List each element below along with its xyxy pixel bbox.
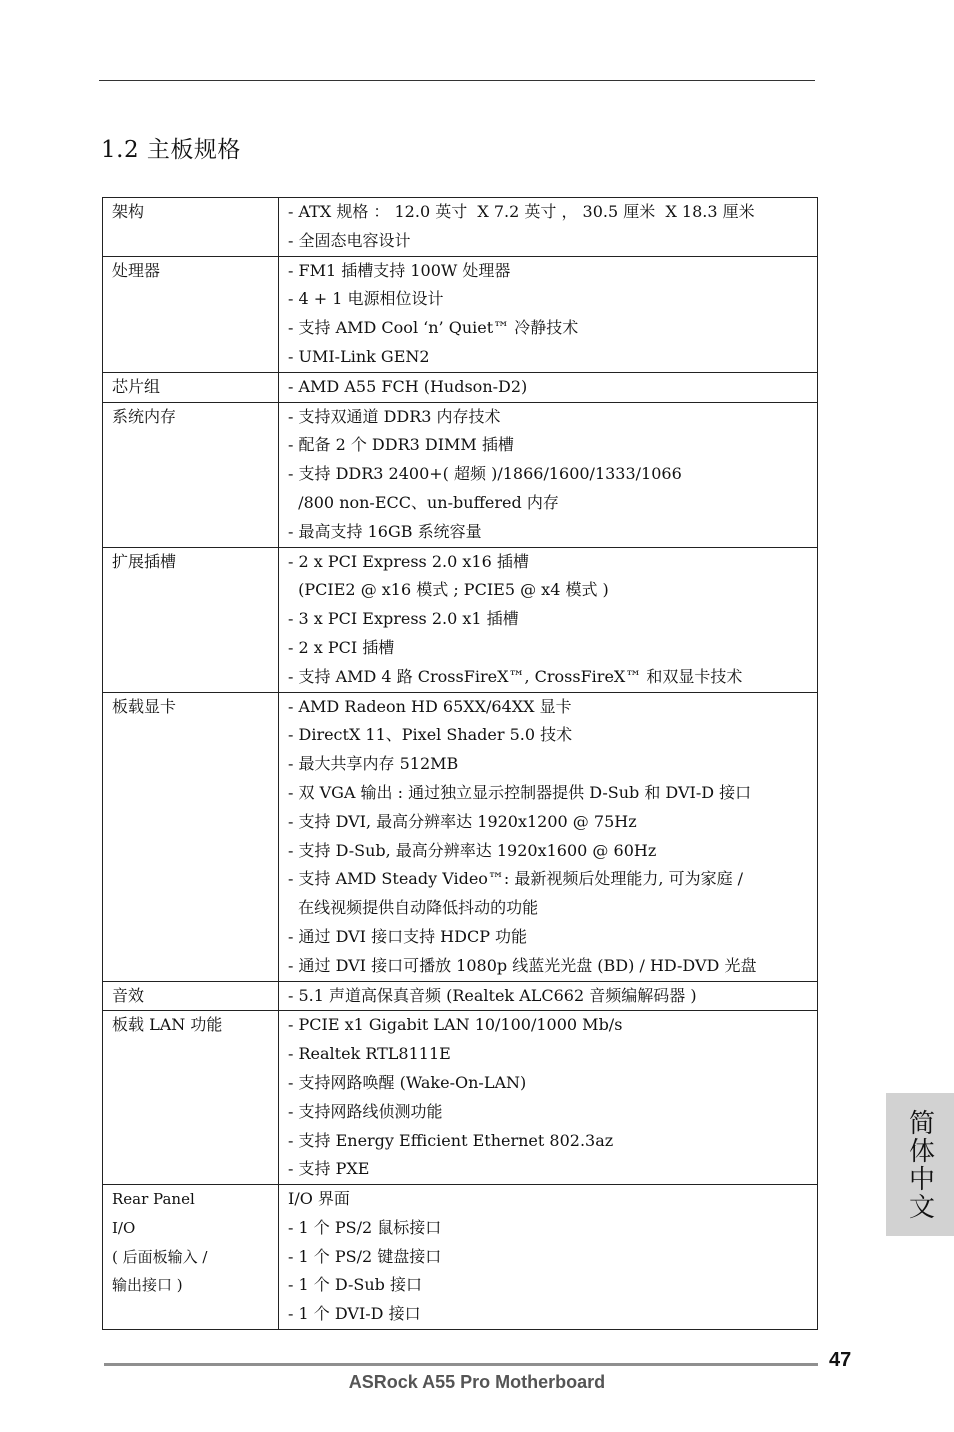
- spec-label-cell: [103, 692, 279, 981]
- section-title: 1.2 主板规格: [101, 137, 241, 163]
- spec-label-cell: [103, 547, 279, 692]
- spec-label: 板载显卡: [112, 696, 177, 716]
- spec-item: - 1 个 D-Sub 接口: [288, 1275, 422, 1295]
- spec-item: - 双 VGA 输出 : 通过独立显示控制器提供 D-Sub 和 DVI-D 接口: [288, 782, 752, 802]
- spec-row: [103, 1185, 818, 1330]
- spec-item: - 支持 AMD 4 路 CrossFireX™, CrossFireX™ 和双显卡技术: [288, 666, 743, 686]
- spec-item: - 全固态电容设计: [288, 230, 411, 250]
- spec-item: I/O 界面: [288, 1189, 350, 1209]
- spec-items-cell: [279, 1185, 818, 1330]
- spec-row: [103, 256, 818, 372]
- spec-items-cell: [279, 256, 818, 372]
- spec-item: (PCIE2 @ x16 模式 ; PCIE5 @ x4 模式 ): [288, 580, 609, 600]
- spec-item: - FM1 插槽支持 100W 处理器: [288, 260, 511, 280]
- spec-item: - 1 个 DVI-D 接口: [288, 1304, 421, 1324]
- spec-items-cell: [279, 981, 818, 1011]
- spec-row: [103, 372, 818, 402]
- spec-item: - 4 + 1 电源相位设计: [288, 289, 444, 309]
- spec-items-cell: [279, 198, 818, 257]
- spec-item: - Realtek RTL8111E: [288, 1044, 451, 1064]
- spec-label-cell: [103, 1185, 279, 1330]
- spec-item: - 支持网路线侦测功能: [288, 1101, 443, 1121]
- spec-label: I/O: [112, 1218, 136, 1237]
- spec-row: [103, 198, 818, 257]
- spec-item: - 支持 Energy Efficient Ethernet 802.3az: [288, 1130, 614, 1150]
- spec-item: - PCIE x1 Gigabit LAN 10/100/1000 Mb/s: [288, 1015, 623, 1035]
- spec-row: [103, 402, 818, 547]
- page-number: 47: [829, 1349, 852, 1371]
- spec-items-cell: [279, 692, 818, 981]
- spec-label-cell: [103, 402, 279, 547]
- spec-label: 芯片组: [112, 376, 161, 396]
- spec-item: - 配备 2 个 DDR3 DIMM 插槽: [288, 435, 514, 455]
- spec-item: - 支持 AMD Cool ‘n’ Quiet™ 冷静技术: [288, 318, 579, 338]
- spec-label: 板载 LAN 功能: [112, 1015, 223, 1035]
- spec-item: - DirectX 11、Pixel Shader 5.0 技术: [288, 725, 573, 745]
- spec-label: 扩展插槽: [112, 551, 177, 571]
- spec-label: 输出接口 ): [112, 1276, 183, 1295]
- spec-table-body: [103, 198, 818, 1330]
- spec-item: - UMI-Link GEN2: [288, 346, 430, 366]
- spec-item: - 1 个 PS/2 键盘接口: [288, 1246, 442, 1266]
- spec-label-cell: [103, 372, 279, 402]
- spec-label-cell: [103, 256, 279, 372]
- spec-items-cell: [279, 547, 818, 692]
- spec-items-cell: [279, 402, 818, 547]
- spec-item: - AMD Radeon HD 65XX/64XX 显卡: [288, 696, 572, 716]
- spec-label-cell: [103, 981, 279, 1011]
- language-tab-label: 简体中文: [904, 1108, 935, 1221]
- spec-item: - 支持 DDR3 2400+( 超频 )/1866/1600/1333/1066: [288, 464, 682, 484]
- spec-item: - AMD A55 FCH (Hudson-D2): [288, 376, 528, 396]
- spec-item: /800 non-ECC、un-buffered 内存: [288, 492, 559, 512]
- spec-label: 系统内存: [112, 406, 177, 426]
- spec-item: - 支持 PXE: [288, 1159, 370, 1179]
- spec-item: - 最大共享内存 512MB: [288, 754, 459, 774]
- spec-item: - 1 个 PS/2 鼠标接口: [288, 1217, 442, 1237]
- spec-row: [103, 981, 818, 1011]
- spec-item: - 通过 DVI 接口可播放 1080p 线蓝光光盘 (BD) / HD-DVD 光盘: [288, 955, 757, 975]
- spec-items-cell: [279, 372, 818, 402]
- spec-item: - 支持 DVI, 最高分辨率达 1920x1200 @ 75Hz: [288, 811, 637, 831]
- spec-item: - 2 x PCI 插槽: [288, 637, 395, 657]
- spec-item: - 支持网路唤醒 (Wake-On-LAN): [288, 1072, 527, 1092]
- spec-label: 音效: [112, 985, 145, 1005]
- top-rule: [99, 80, 815, 81]
- language-tab: [886, 1093, 954, 1236]
- spec-item: - 最高支持 16GB 系统容量: [288, 521, 482, 541]
- spec-item: - 5.1 声道高保真音频 (Realtek ALC662 音频编解码器 ): [288, 985, 697, 1005]
- spec-item: - 2 x PCI Express 2.0 x16 插槽: [288, 551, 529, 571]
- spec-item: - 通过 DVI 接口支持 HDCP 功能: [288, 926, 528, 946]
- spec-item: - 支持双通道 DDR3 内存技术: [288, 406, 501, 426]
- spec-item: 在线视频提供自动降低抖动的功能: [288, 898, 539, 918]
- spec-label-cell: [103, 198, 279, 257]
- spec-label: Rear Panel: [112, 1190, 195, 1209]
- spec-row: [103, 547, 818, 692]
- spec-row: [103, 692, 818, 981]
- spec-table: [102, 197, 818, 1330]
- spec-item: - ATX 规格 ： 12.0 英寸 X 7.2 英寸 ， 30.5 厘米 X 18.3 厘米: [288, 202, 755, 221]
- bottom-rule: [104, 1363, 818, 1366]
- spec-label: 处理器: [112, 260, 161, 280]
- footer-title: ASRock A55 Pro Motherboard: [348, 1372, 606, 1392]
- spec-item: - 支持 AMD Steady Video™: 最新视频后处理能力, 可为家庭 /: [288, 869, 744, 889]
- spec-label-cell: [103, 1011, 279, 1185]
- spec-items-cell: [279, 1011, 818, 1185]
- spec-label: ( 后面板输入 /: [112, 1247, 208, 1266]
- spec-label: 架构: [112, 202, 145, 221]
- spec-row: [103, 1011, 818, 1185]
- spec-item: - 支持 D-Sub, 最高分辨率达 1920x1600 @ 60Hz: [288, 840, 657, 860]
- spec-item: - 3 x PCI Express 2.0 x1 插槽: [288, 609, 519, 629]
